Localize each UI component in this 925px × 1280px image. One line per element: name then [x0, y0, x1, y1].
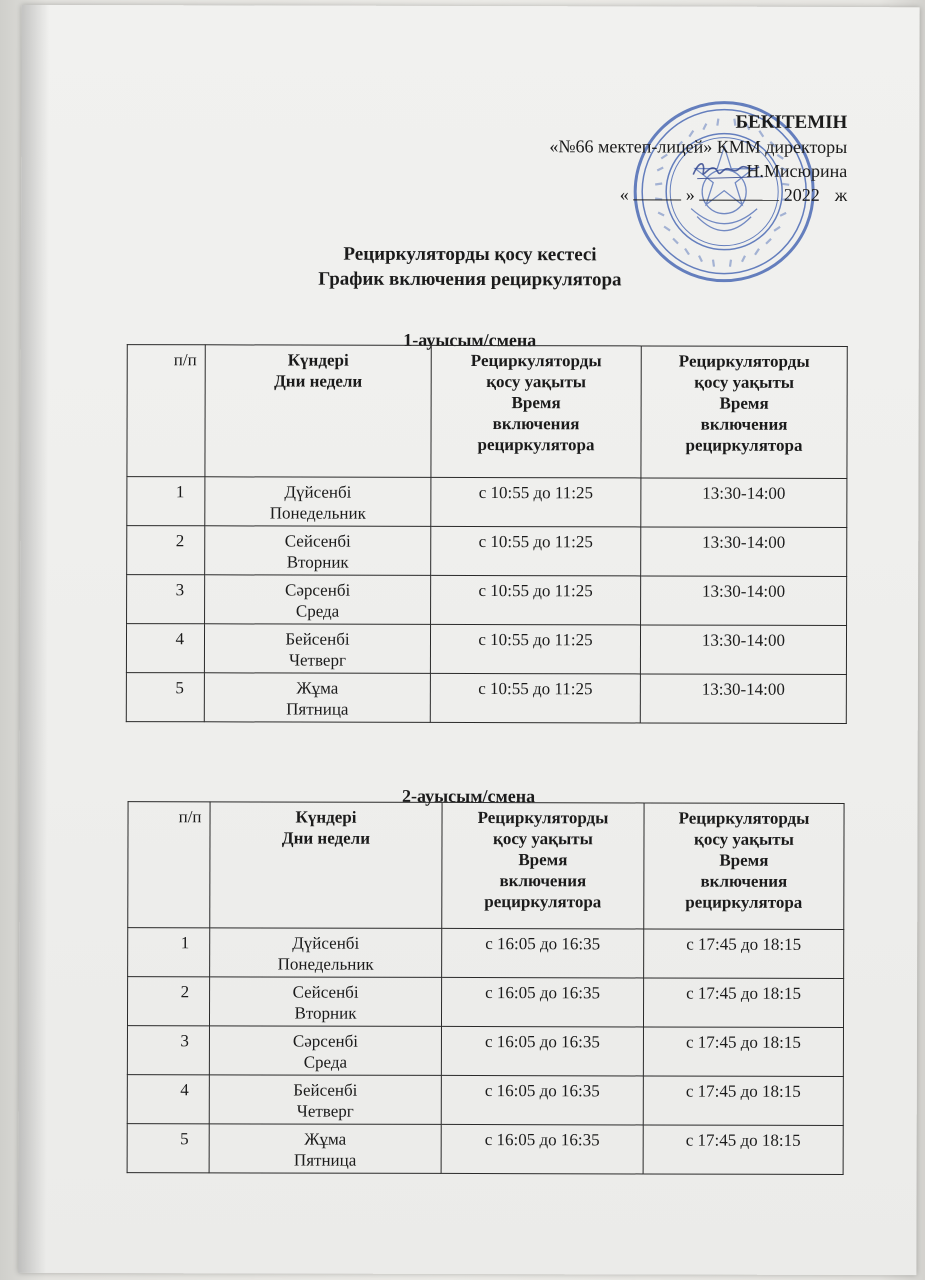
date-suffix: ж	[834, 184, 848, 205]
day-ru: Пятница	[286, 699, 349, 719]
row-time-2: с 17:45 до 18:15	[643, 1027, 843, 1077]
table-row	[127, 575, 847, 626]
row-number: 4	[127, 1075, 209, 1124]
row-time-1: с 16:05 до 16:35	[441, 1124, 643, 1174]
row-number: 2	[127, 526, 205, 575]
row-number: 3	[127, 575, 205, 624]
row-number: 1	[127, 477, 205, 526]
row-day	[209, 977, 441, 1027]
day-ru: Среда	[303, 1052, 348, 1072]
date-close-quote: »	[685, 184, 695, 205]
row-day	[209, 1026, 441, 1076]
row-time-2: с 17:45 до 18:15	[643, 978, 843, 1028]
row-time-2: с 17:45 до 18:15	[643, 1125, 843, 1175]
row-time-2: 13:30-14:00	[641, 576, 847, 626]
day-ru: Пятница	[293, 1150, 357, 1170]
row-time-1: с 16:05 до 16:35	[441, 977, 643, 1027]
table-row	[126, 624, 846, 675]
table-row	[128, 928, 844, 979]
day-ru: Вторник	[294, 1003, 357, 1023]
day-kz: Бейсенбі	[285, 629, 350, 649]
row-day	[209, 1124, 441, 1174]
shift2-label: 2-ауысым/смена	[402, 785, 536, 807]
row-time-2: 13:30-14:00	[641, 527, 847, 577]
document-titles	[21, 241, 919, 293]
row-time-1: с 10:55 до 11:25	[431, 526, 641, 576]
shift2-header-row	[128, 802, 844, 930]
shift2-table-body	[127, 928, 844, 1175]
table-row	[127, 1026, 843, 1077]
header-time-2: Рециркуляторды қосу уақыты Время включения рециркулятора	[641, 346, 847, 479]
approval-director-line: «№66 мектеп-лицей» КММ директоры	[549, 136, 848, 157]
day-ru: Четверг	[288, 650, 346, 670]
row-time-2: с 17:45 до 18:15	[644, 929, 844, 979]
row-time-1: с 10:55 до 11:25	[431, 477, 641, 527]
header-num: п/п	[128, 802, 210, 928]
day-kz: Сәрсенбі	[285, 580, 351, 600]
row-time-1: с 10:55 до 11:25	[431, 575, 641, 625]
header-time-2: Рециркуляторды қосу уақыты Время включения рециркулятора	[644, 803, 844, 930]
day-kz: Дүйсенбі	[284, 482, 352, 502]
table-row	[126, 673, 846, 724]
row-day	[204, 624, 430, 674]
row-number: 3	[127, 1026, 209, 1075]
row-day	[205, 477, 431, 527]
row-number: 5	[126, 673, 204, 722]
approval-date-line	[620, 182, 847, 207]
table-row	[127, 477, 847, 528]
row-time-1: с 10:55 до 11:25	[430, 673, 640, 723]
header-time-1: Рециркуляторды қосу уақыты Время включения рециркулятора	[442, 802, 644, 929]
row-day	[204, 673, 430, 723]
row-number: 2	[127, 977, 209, 1026]
day-kz: Дүйсенбі	[292, 933, 360, 953]
table-row	[127, 1075, 843, 1126]
day-ru: Среда	[295, 601, 340, 621]
day-kz: Жұма	[304, 1129, 347, 1149]
row-time-2: 13:30-14:00	[640, 625, 846, 675]
date-year: 2022	[783, 184, 820, 205]
row-number: 5	[127, 1124, 209, 1173]
table-row	[127, 1124, 843, 1175]
approval-block	[549, 110, 847, 207]
shift2-table	[127, 801, 845, 1175]
row-time-1: с 10:55 до 11:25	[430, 624, 640, 674]
row-time-1: с 16:05 до 16:35	[442, 928, 644, 978]
day-kz: Сәрсенбі	[292, 1031, 359, 1051]
row-day	[205, 575, 431, 625]
title-ru: График включения рециркулятора	[318, 268, 622, 291]
approval-title: БЕКІТЕМІН	[735, 111, 848, 133]
header-days: Күндері Дни недели	[210, 802, 442, 929]
header-days: Күндері Дни недели	[205, 345, 431, 478]
row-day	[205, 526, 431, 576]
approval-director-name: Н.Мисюрина	[746, 160, 848, 181]
sheet-edge-shadow	[18, 5, 49, 1273]
shift1-table	[126, 344, 848, 724]
day-ru: Понедельник	[277, 954, 374, 974]
day-ru: Понедельник	[269, 503, 366, 523]
shift1-label: 1-ауысым/смена	[403, 329, 537, 351]
shift1-table-body	[126, 477, 847, 724]
table-row	[127, 977, 843, 1028]
day-ru: Четверг	[296, 1101, 354, 1121]
row-day	[210, 928, 442, 978]
row-time-1: с 16:05 до 16:35	[441, 1026, 643, 1076]
row-day	[209, 1075, 441, 1125]
date-open-quote: «	[619, 184, 629, 205]
row-number: 4	[126, 624, 204, 673]
row-time-1: с 16:05 до 16:35	[441, 1075, 643, 1125]
day-ru: Вторник	[286, 552, 349, 572]
row-time-2: 13:30-14:00	[641, 478, 847, 528]
title-kz: Рециркуляторды қосу кестесі	[343, 243, 597, 266]
header-num: п/п	[127, 345, 205, 477]
row-time-2: 13:30-14:00	[640, 674, 846, 724]
document-sheet	[18, 5, 919, 1275]
header-time-1: Рециркуляторды қосу уақыты Время включения рециркулятора	[431, 345, 641, 478]
day-kz: Сейсенбі	[284, 531, 351, 551]
row-number: 1	[128, 928, 210, 977]
table-row	[127, 526, 847, 577]
day-kz: Сейсенбі	[292, 982, 359, 1002]
shift1-header-row	[127, 345, 847, 479]
day-kz: Жұма	[296, 678, 339, 698]
day-kz: Бейсенбі	[293, 1080, 358, 1100]
row-time-2: с 17:45 до 18:15	[643, 1076, 843, 1126]
